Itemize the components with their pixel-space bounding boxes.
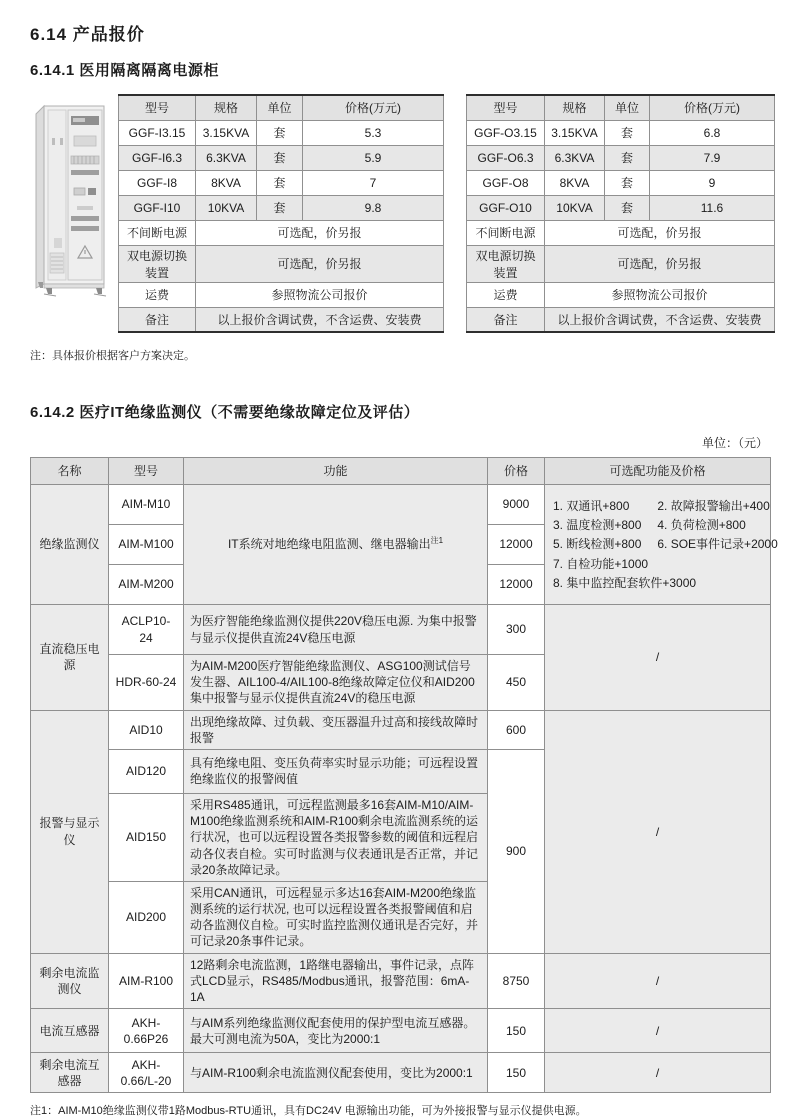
cell-unit: 套 xyxy=(605,170,650,195)
table-row xyxy=(119,307,444,332)
cell-value: 以上报价含调试费，不含运费、安装费 xyxy=(545,307,775,332)
cell-price: 9000 xyxy=(488,485,545,525)
cell-value: 可选配，价另报 xyxy=(545,245,775,282)
cell-label: 运费 xyxy=(467,282,545,307)
th-unit: 单位 xyxy=(605,95,650,120)
th-model: 型号 xyxy=(467,95,545,120)
cell-function: 与AIM-R100剩余电流监测仪配套使用，变比为2000:1 xyxy=(184,1053,488,1093)
cell-value: 以上报价含调试费，不含运费、安装费 xyxy=(196,307,444,332)
option-item: 3. 温度检测+800 xyxy=(553,518,642,533)
cell-label: 双电源切换装置 xyxy=(119,245,196,282)
cell-name: 剩余电流互感器 xyxy=(31,1053,109,1093)
cell-price: 5.3 xyxy=(303,120,444,145)
cell-name: 剩余电流监测仪 xyxy=(31,953,109,1009)
th-unit: 单位 xyxy=(257,95,303,120)
cell-price: 450 xyxy=(488,655,545,711)
cell-price: 9 xyxy=(650,170,775,195)
cell-unit: 套 xyxy=(605,145,650,170)
cell-options: / xyxy=(545,1053,771,1093)
option-item: 6. SOE事件记录+2000 xyxy=(657,537,778,552)
cell-name: 报警与显示仪 xyxy=(31,710,109,953)
table-header-row xyxy=(31,458,771,485)
cell-value: 可选配，价另报 xyxy=(196,245,444,282)
cell-options xyxy=(545,485,778,605)
cell-model: GGF-O6.3 xyxy=(467,145,545,170)
cell-label: 不间断电源 xyxy=(119,220,196,245)
ggf-i-price-table xyxy=(118,94,444,333)
th-price: 价格(万元) xyxy=(303,95,444,120)
subsection-1-heading: 6.14.1 医用隔离隔离电源柜 xyxy=(30,62,219,79)
ggf-o-price-table xyxy=(466,94,775,333)
cell-spec: 10KVA xyxy=(545,195,605,220)
table-row xyxy=(467,120,775,145)
cell-model: AKH-0.66P26 xyxy=(109,1009,184,1053)
th-name: 名称 xyxy=(31,458,109,485)
cabinet-pricing-section xyxy=(30,94,770,333)
cell-spec: 8KVA xyxy=(196,170,257,195)
cell-label: 运费 xyxy=(119,282,196,307)
cell-spec: 8KVA xyxy=(545,170,605,195)
cell-value: 可选配，价另报 xyxy=(196,220,444,245)
table-row xyxy=(467,245,775,282)
th-price: 价格(万元) xyxy=(650,95,775,120)
cell-price: 11.6 xyxy=(650,195,775,220)
power-cabinet-image xyxy=(30,94,118,311)
table-row xyxy=(31,1053,771,1093)
cell-spec: 6.3KVA xyxy=(545,145,605,170)
table-row xyxy=(467,220,775,245)
option-item: 4. 负荷检测+800 xyxy=(657,518,746,533)
cell-function: 与AIM系列绝缘监测仪配套使用的保护型电流互感器。最大可测电流为50A，变比为2000:1 xyxy=(184,1009,488,1053)
cell-price: 900 xyxy=(488,749,545,953)
table-row xyxy=(467,307,775,332)
table-row xyxy=(467,282,775,307)
cell-unit: 套 xyxy=(605,120,650,145)
th-model: 型号 xyxy=(109,458,184,485)
cell-spec: 3.15KVA xyxy=(545,120,605,145)
th-price: 价格 xyxy=(488,458,545,485)
cell-options: / xyxy=(545,953,771,1009)
cell-function xyxy=(184,485,488,605)
cell-label: 双电源切换装置 xyxy=(467,245,545,282)
cell-unit: 套 xyxy=(257,170,303,195)
function-text: IT系统对地绝缘电阻监测、继电器输出 xyxy=(227,537,431,552)
cell-model: GGF-I3.15 xyxy=(119,120,196,145)
cell-options: / xyxy=(545,605,771,711)
table-row xyxy=(119,170,444,195)
monitor-price-table xyxy=(30,457,778,1093)
option-item: 2. 故障报警输出+400 xyxy=(657,499,770,514)
table-row xyxy=(31,710,771,749)
option-item: 7. 自检功能+1000 xyxy=(553,556,649,571)
cell-model: AKH-0.66/L-20 xyxy=(109,1053,184,1093)
cell-model: GGF-I10 xyxy=(119,195,196,220)
options-list xyxy=(551,496,778,593)
cell-spec: 3.15KVA xyxy=(196,120,257,145)
cell-price: 6.8 xyxy=(650,120,775,145)
cell-model: ACLP10-24 xyxy=(109,605,184,655)
cell-name: 直流稳压电源 xyxy=(31,605,109,711)
cell-model: AID10 xyxy=(109,710,184,749)
cell-name: 绝缘监测仪 xyxy=(31,485,109,605)
cell-function: 具有绝缘电阻、变压负荷率实时显示功能；可远程设置绝缘监仪的报警阀值 xyxy=(184,749,488,793)
table-row xyxy=(119,282,444,307)
cell-model: AIM-R100 xyxy=(109,953,184,1009)
table-row xyxy=(31,485,771,525)
cell-model: GGF-I8 xyxy=(119,170,196,195)
th-spec: 规格 xyxy=(545,95,605,120)
cell-model: HDR-60-24 xyxy=(109,655,184,711)
cell-unit: 套 xyxy=(605,195,650,220)
cell-price: 150 xyxy=(488,1053,545,1093)
cell-value: 参照物流公司报价 xyxy=(545,282,775,307)
subsection-2-heading: 6.14.2 医疗IT绝缘监测仪（不需要绝缘故障定位及评估） xyxy=(30,404,420,421)
option-item: 1. 双通讯+800 xyxy=(553,499,630,514)
footnote-ref: 注1 xyxy=(430,536,444,546)
table-footnote: 注1：AIM-M10绝缘监测仪带1路Modbus-RTU通讯，具有DC24V 电源输出功能，可为外接报警与显示仪提供电源。 xyxy=(30,1105,587,1118)
th-function: 功能 xyxy=(184,458,488,485)
th-spec: 规格 xyxy=(196,95,257,120)
cell-model: AID200 xyxy=(109,881,184,953)
cell-price: 600 xyxy=(488,710,545,749)
table-row xyxy=(467,170,775,195)
cell-spec: 6.3KVA xyxy=(196,145,257,170)
table-row xyxy=(31,953,771,1009)
cell-price: 7.9 xyxy=(650,145,775,170)
cell-model: GGF-O10 xyxy=(467,195,545,220)
cell-value: 参照物流公司报价 xyxy=(196,282,444,307)
cell-label: 备注 xyxy=(467,307,545,332)
table-header-row xyxy=(467,95,775,120)
cell-price: 5.9 xyxy=(303,145,444,170)
cell-model: AIM-M10 xyxy=(109,485,184,525)
cell-function: 12路剩余电流监测，1路继电器输出，事件记录，点阵式LCD显示，RS485/Modbus通讯，报警范围：6mA-1A xyxy=(184,953,488,1009)
cell-function: 采用CAN通讯，可远程显示多达16套AIM-M200绝缘监测系统的运行状况, 也可以远程设置各类报警阈值和启动各监测仪自检。可实时监控监测仪通讯是否完好，并可记录20条事件记录。 xyxy=(184,881,488,953)
cell-unit: 套 xyxy=(257,120,303,145)
cell-model: AID120 xyxy=(109,749,184,793)
table-row xyxy=(119,195,444,220)
cell-spec: 10KVA xyxy=(196,195,257,220)
cell-price: 12000 xyxy=(488,565,545,605)
cell-model: GGF-I6.3 xyxy=(119,145,196,170)
cell-options: / xyxy=(545,1009,771,1053)
cell-model: AIM-M100 xyxy=(109,525,184,565)
table-row xyxy=(31,605,771,655)
cell-price: 7 xyxy=(303,170,444,195)
option-item: 8. 集中监控配套软件+3000 xyxy=(553,575,697,590)
table-row xyxy=(119,245,444,282)
cell-price: 12000 xyxy=(488,525,545,565)
cell-function: 出现绝缘故障、过负载、变压器温升过高和接线故障时报警 xyxy=(184,710,488,749)
cell-model: GGF-O3.15 xyxy=(467,120,545,145)
cell-name: 电流互感器 xyxy=(31,1009,109,1053)
unit-label: 单位：（元） xyxy=(701,436,768,450)
table-row xyxy=(119,120,444,145)
cell-price: 9.8 xyxy=(303,195,444,220)
section-1-note: 注：具体报价根据客户方案决定。 xyxy=(30,350,195,362)
table-row xyxy=(467,145,775,170)
table-header-row xyxy=(119,95,444,120)
page-title: 6.14 产品报价 xyxy=(30,25,145,44)
cell-unit: 套 xyxy=(257,195,303,220)
table-row xyxy=(31,1009,771,1053)
table-row xyxy=(467,195,775,220)
cell-model: AID150 xyxy=(109,793,184,881)
cell-price: 300 xyxy=(488,605,545,655)
th-options: 可选配功能及价格 xyxy=(545,458,771,485)
cell-model: GGF-O8 xyxy=(467,170,545,195)
cell-value: 可选配，价另报 xyxy=(545,220,775,245)
cell-function: 为AIM-M200医疗智能绝缘监测仪、ASG100测试信号发生器、AIL100-4/AIL100-8绝缘故障定位仪和AID200集中报警与显示仪提供直流24V的稳压电源 xyxy=(184,655,488,711)
cell-price: 150 xyxy=(488,1009,545,1053)
cell-options: / xyxy=(545,710,771,953)
option-item: 5. 断线检测+800 xyxy=(553,537,642,552)
cell-label: 不间断电源 xyxy=(467,220,545,245)
cell-label: 备注 xyxy=(119,307,196,332)
cell-price: 8750 xyxy=(488,953,545,1009)
cell-function: 采用RS485通讯，可远程监测最多16套AIM-M10/AIM-M100绝缘监测系统和AIM-R100剩余电流监测系统的运行状况，也可以远程设置各类报警参数的阈值和远程启动各仪表自检。实可时监测与仪表通讯是否正常，并记录20条故障记录。 xyxy=(184,793,488,881)
cell-unit: 套 xyxy=(257,145,303,170)
table-row xyxy=(119,220,444,245)
cell-model: AIM-M200 xyxy=(109,565,184,605)
table-row xyxy=(119,145,444,170)
th-model: 型号 xyxy=(119,95,196,120)
cell-function: 为医疗智能绝缘监测仪提供220V稳压电源. 为集中报警与显示仪提供直流24V稳压电源 xyxy=(184,605,488,655)
